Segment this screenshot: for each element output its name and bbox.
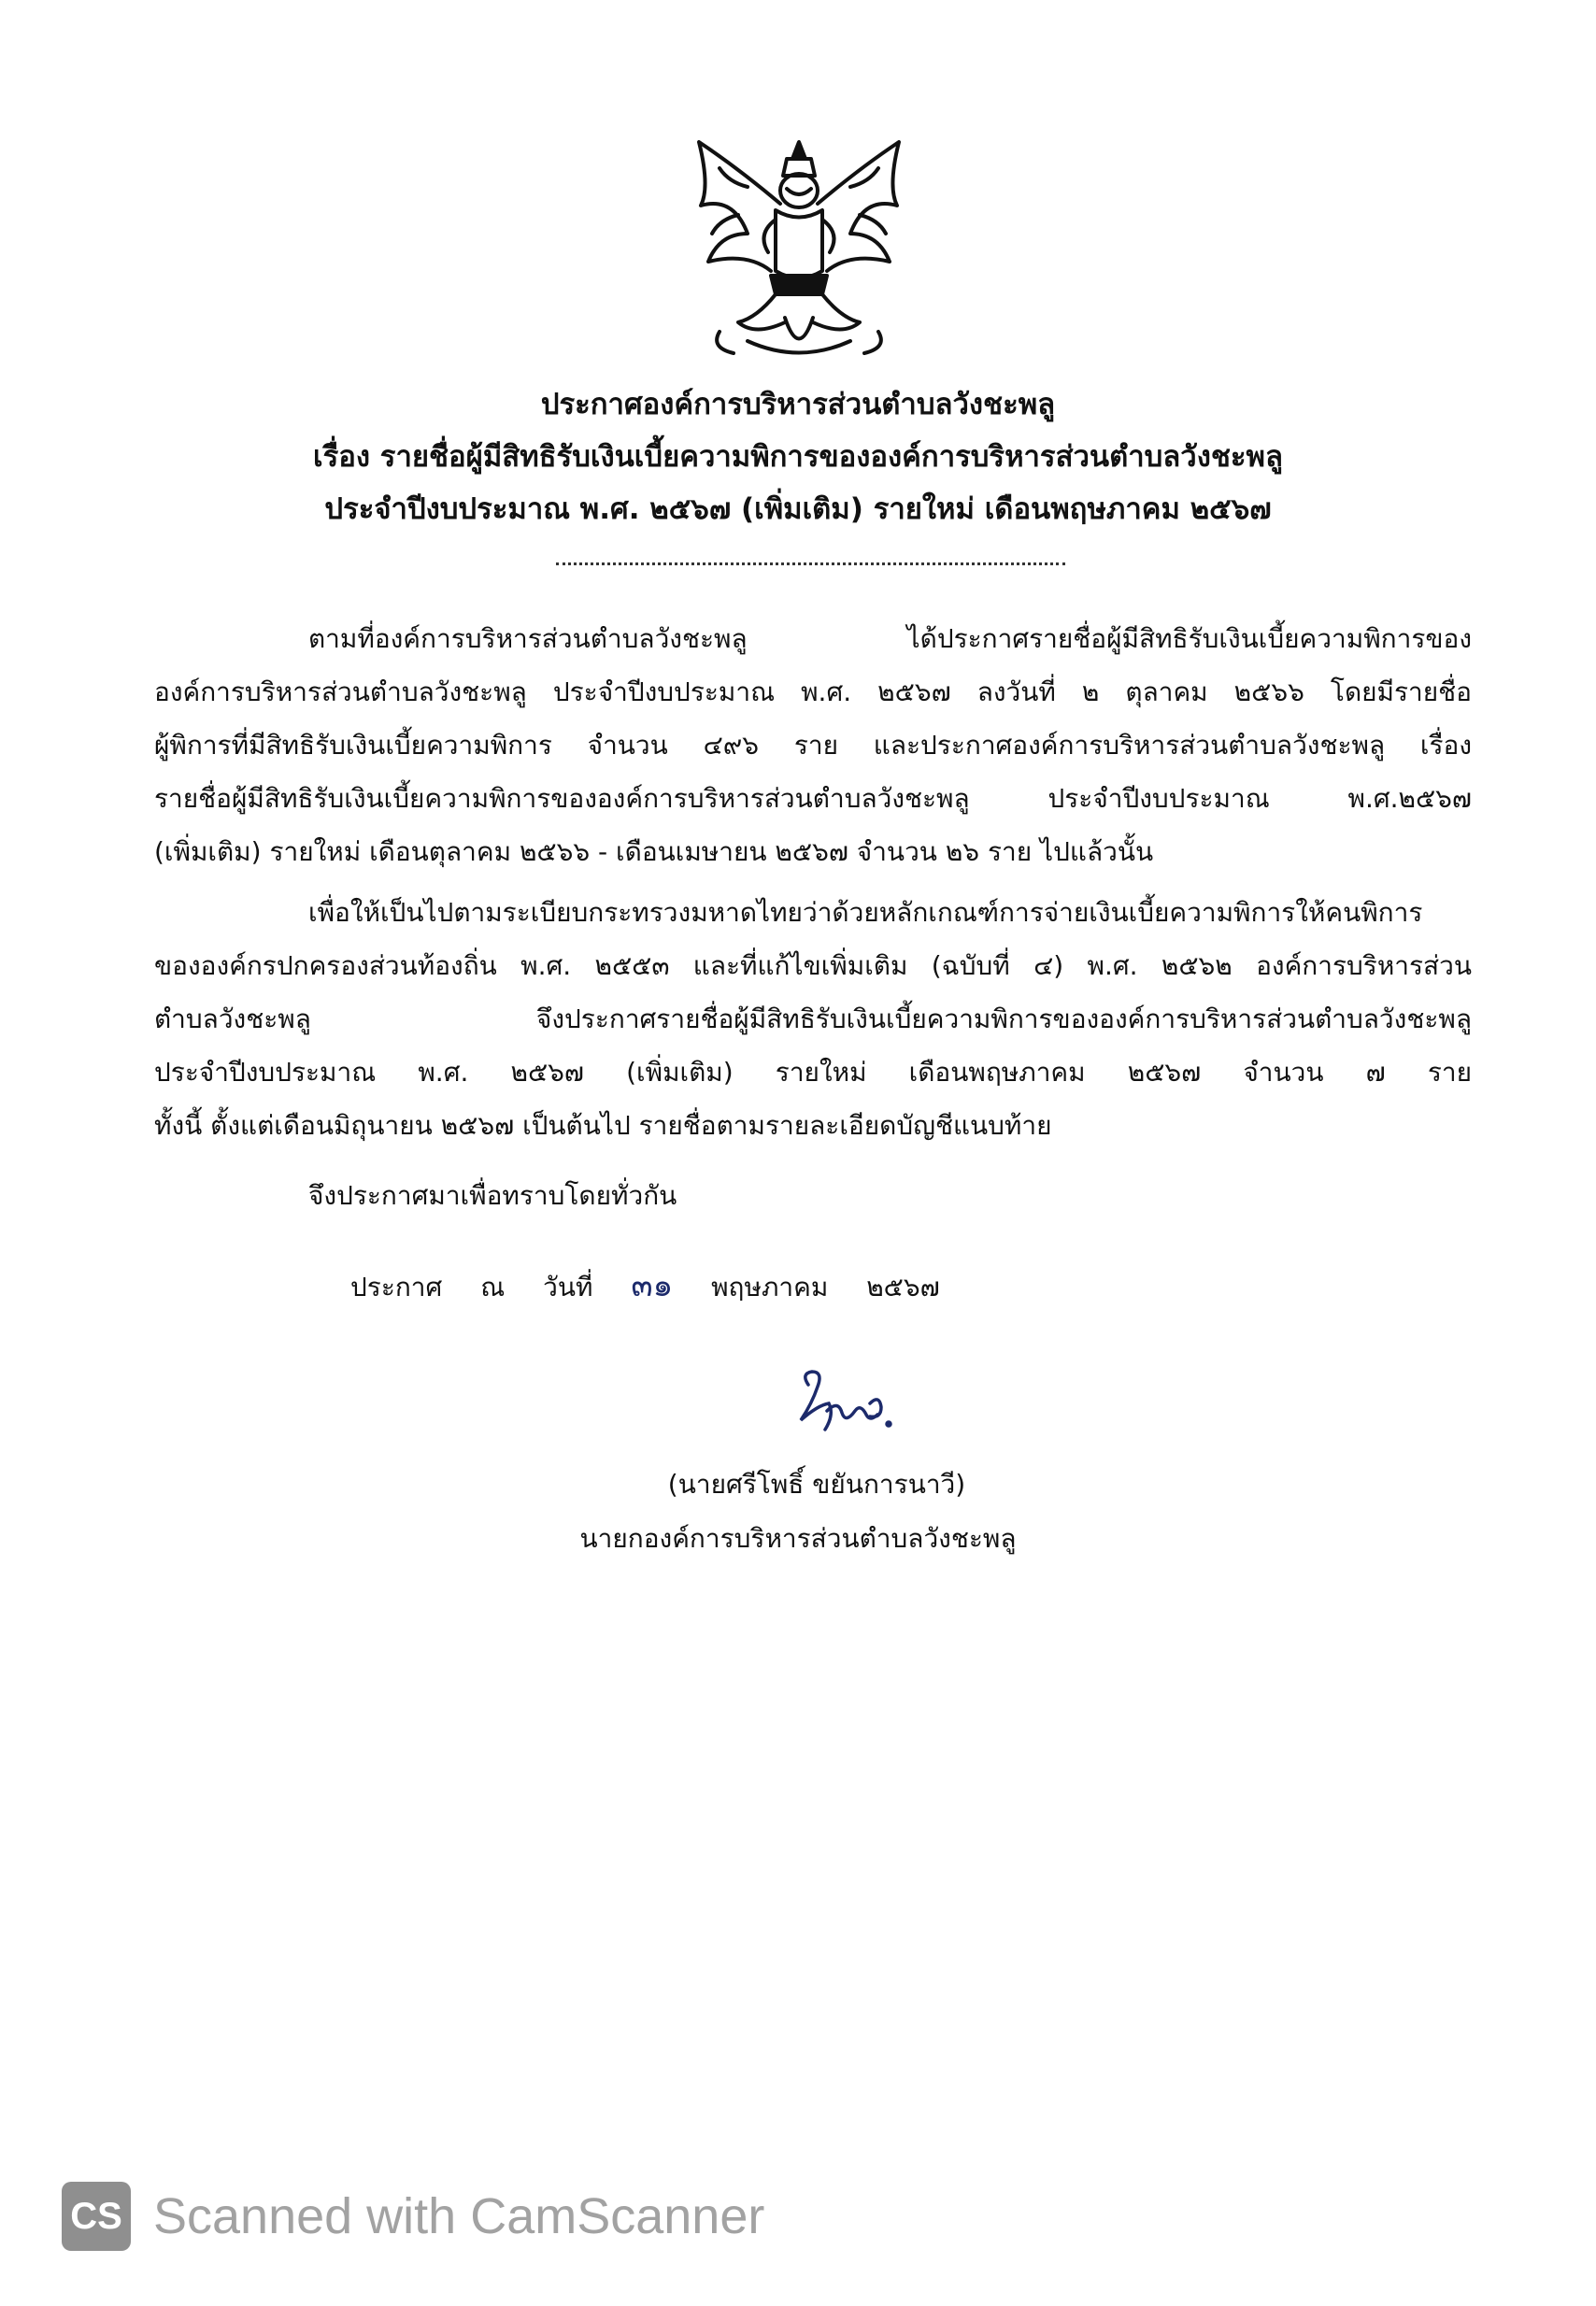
paragraph-1-line: รายชื่อผู้มีสิทธิรับเงินเบี้ยความพิการขององค์การบริหารส่วนตำบลวังชะพลู ประจำปีงบประมาณ พ.ศ.๒๕๖๗ xyxy=(154,783,1472,814)
announcement-subject: เรื่อง รายชื่อผู้มีสิทธิรับเงินเบี้ยความพิการขององค์การบริหารส่วนตำบลวังชะพลู xyxy=(313,440,1283,474)
header-dotted-divider xyxy=(556,562,1065,565)
camscanner-watermark xyxy=(62,2182,764,2251)
paragraph-1-line: ผู้พิการที่มีสิทธิรับเงินเบี้ยความพิการ จำนวน ๔๙๖ ราย และประกาศองค์การบริหารส่วนตำบลวังชะพลู เรื่อง xyxy=(154,730,1472,761)
closing-statement: จึงประกาศมาเพื่อทราบโดยทั่วกัน xyxy=(308,1180,677,1211)
camscanner-logo-icon: CS xyxy=(62,2182,131,2251)
signatory-name: (นายศรีโพธิ์ ขยันการนาวี) xyxy=(667,1469,966,1500)
announcement-header xyxy=(0,378,1596,535)
date-day: ๓๑ xyxy=(631,1267,674,1304)
paragraph-2-line: ขององค์กรปกครองส่วนท้องถิ่น พ.ศ. ๒๕๕๓ และที่แก้ไขเพิ่มเติม (ฉบับที่ ๔) พ.ศ. ๒๕๖๒ องค์การบริหารส่วน xyxy=(154,950,1472,981)
announcement-title: ประกาศองค์การบริหารส่วนตำบลวังชะพลู xyxy=(540,388,1056,421)
date-label: ประกาศ xyxy=(350,1272,443,1302)
paragraph-2 xyxy=(154,886,1472,1152)
signatory-block xyxy=(0,1458,1596,1566)
paragraph-1-line: (เพิ่มเติม) รายใหม่ เดือนตุลาคม ๒๕๖๖ - เดือนเมษายน ๒๕๖๗ จำนวน ๒๖ ราย ไปแล้วนั้น xyxy=(154,836,1154,867)
announcement-date xyxy=(350,1260,970,1310)
signatory-title: นายกองค์การบริหารส่วนตำบลวังชะพลู xyxy=(579,1523,1017,1554)
paragraph-2-line: ตำบลวังชะพลู จึงประกาศรายชื่อผู้มีสิทธิรับเงินเบี้ยความพิการขององค์การบริหารส่วนตำบลวังชะพลู xyxy=(154,1004,1472,1034)
date-at: ณ xyxy=(480,1272,506,1302)
paragraph-1 xyxy=(154,612,1472,878)
paragraph-2-line: ทั้งนี้ ตั้งแต่เดือนมิถุนายน ๒๕๖๗ เป็นต้นไป รายชื่อตามรายละเอียดบัญชีแนบท้าย xyxy=(154,1110,1052,1141)
date-month: พฤษภาคม xyxy=(711,1272,829,1302)
announcement-period: ประจำปีงบประมาณ พ.ศ. ๒๕๖๗ (เพิ่มเติม) รายใหม่ เดือนพฤษภาคม ๒๕๖๗ xyxy=(324,492,1272,526)
date-day-label: วันที่ xyxy=(543,1272,593,1302)
paragraph-2-line: เพื่อให้เป็นไปตามระเบียบกระทรวงมหาดไทยว่าด้วยหลักเกณฑ์การจ่ายเงินเบี้ยความพิการให้คนพิการ xyxy=(308,897,1423,928)
paragraph-2-line: ประจำปีงบประมาณ พ.ศ. ๒๕๖๗ (เพิ่มเติม) รายใหม่ เดือนพฤษภาคม ๒๕๖๗ จำนวน ๗ ราย xyxy=(154,1057,1472,1088)
garuda-emblem-icon xyxy=(682,131,916,364)
paragraph-1-line: ตามที่องค์การบริหารส่วนตำบลวังชะพลู ได้ประกาศรายชื่อผู้มีสิทธิรับเงินเบี้ยความพิการของ xyxy=(308,623,1472,654)
handwritten-signature-icon xyxy=(780,1366,902,1450)
paragraph-1-line: องค์การบริหารส่วนตำบลวังชะพลู ประจำปีงบประมาณ พ.ศ. ๒๕๖๗ ลงวันที่ ๒ ตุลาคม ๒๕๖๖ โดยมีรายชื่อ xyxy=(154,676,1472,707)
watermark-text: Scanned with CamScanner xyxy=(153,2188,765,2244)
date-year: ๒๕๖๗ xyxy=(866,1272,940,1302)
